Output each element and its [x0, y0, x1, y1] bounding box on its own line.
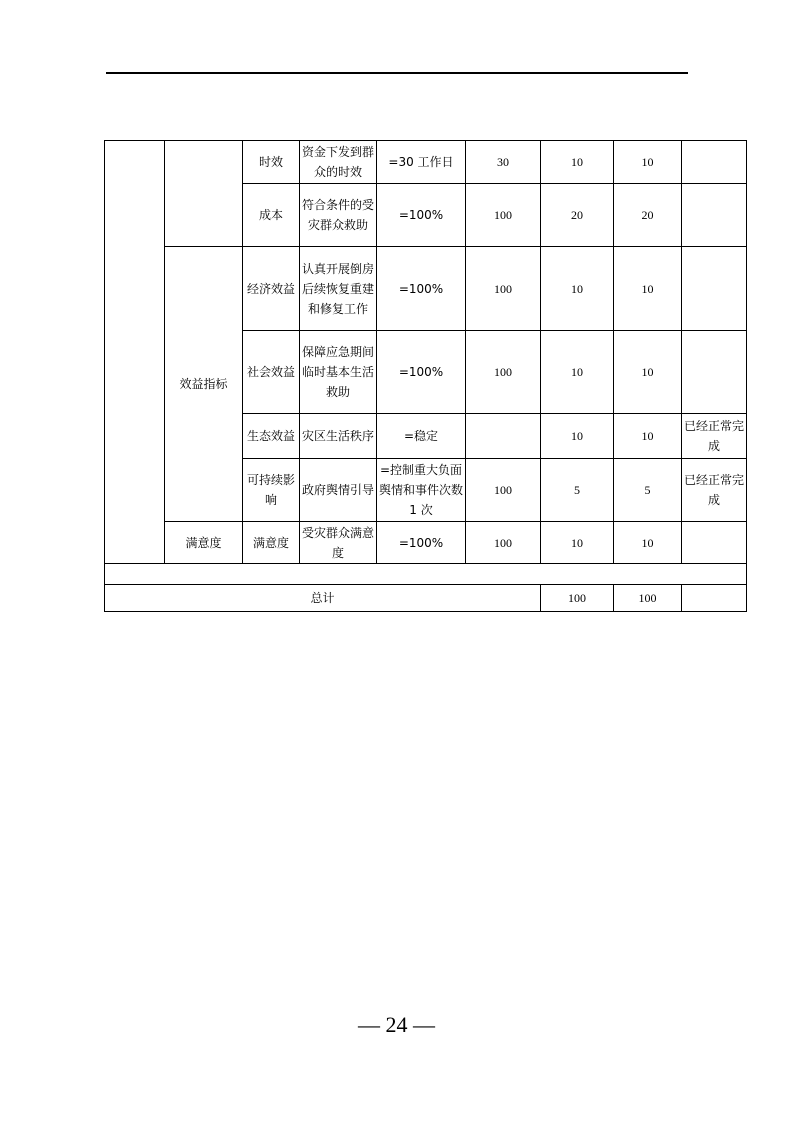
table-row — [105, 141, 747, 184]
score-cell: 10 — [614, 141, 682, 184]
blank-cell — [105, 564, 747, 585]
target-cell: =100% — [377, 247, 466, 331]
indicator-cell: 资金下发到群众的时效 — [300, 141, 377, 184]
total-note — [682, 585, 747, 612]
annual-target-cell: 30 — [466, 141, 541, 184]
target-cell: =100% — [377, 522, 466, 564]
level3-cell: 社会效益 — [243, 331, 300, 414]
annual-target-cell: 100 — [466, 522, 541, 564]
level3-cell: 时效 — [243, 141, 300, 184]
level2-cell — [165, 141, 243, 247]
level3-cell: 经济效益 — [243, 247, 300, 331]
target-cell: =控制重大负面舆情和事件次数 1 次 — [377, 459, 466, 522]
indicator-cell: 符合条件的受灾群众救助 — [300, 184, 377, 247]
annual-target-cell: 100 — [466, 459, 541, 522]
note-cell: 已经正常完成 — [682, 414, 747, 459]
total-weight: 100 — [541, 585, 614, 612]
note-cell — [682, 522, 747, 564]
score-cell: 10 — [614, 247, 682, 331]
note-cell — [682, 141, 747, 184]
score-cell: 10 — [614, 331, 682, 414]
target-cell: =100% — [377, 331, 466, 414]
score-cell: 20 — [614, 184, 682, 247]
weight-cell: 20 — [541, 184, 614, 247]
score-cell: 10 — [614, 414, 682, 459]
note-cell — [682, 247, 747, 331]
blank-row — [105, 564, 747, 585]
indicator-cell: 保障应急期间临时基本生活救助 — [300, 331, 377, 414]
level3-cell: 成本 — [243, 184, 300, 247]
level2-cell: 满意度 — [165, 522, 243, 564]
level3-cell: 满意度 — [243, 522, 300, 564]
total-score: 100 — [614, 585, 682, 612]
level1-cell — [105, 141, 165, 564]
indicator-cell: 认真开展倒房后续恢复重建和修复工作 — [300, 247, 377, 331]
weight-cell: 5 — [541, 459, 614, 522]
note-cell: 已经正常完成 — [682, 459, 747, 522]
score-cell: 10 — [614, 522, 682, 564]
indicator-cell: 政府舆情引导 — [300, 459, 377, 522]
weight-cell: 10 — [541, 331, 614, 414]
weight-cell: 10 — [541, 522, 614, 564]
level2-cell: 效益指标 — [165, 247, 243, 522]
target-cell: =30 工作日 — [377, 141, 466, 184]
page-number: — 24 — — [358, 1012, 435, 1037]
target-cell: =100% — [377, 184, 466, 247]
table-row — [105, 522, 747, 564]
header-rule — [106, 72, 688, 74]
note-cell — [682, 331, 747, 414]
table-row — [105, 247, 747, 331]
total-label: 总计 — [105, 585, 541, 612]
performance-table — [104, 140, 747, 612]
annual-target-cell: 100 — [466, 247, 541, 331]
annual-target-cell: 100 — [466, 331, 541, 414]
weight-cell: 10 — [541, 141, 614, 184]
note-cell — [682, 184, 747, 247]
total-row — [105, 585, 747, 612]
level3-cell: 生态效益 — [243, 414, 300, 459]
annual-target-cell: 100 — [466, 184, 541, 247]
annual-target-cell — [466, 414, 541, 459]
indicator-cell: 灾区生活秩序 — [300, 414, 377, 459]
weight-cell: 10 — [541, 414, 614, 459]
target-cell: =稳定 — [377, 414, 466, 459]
score-cell: 5 — [614, 459, 682, 522]
indicator-cell: 受灾群众满意度 — [300, 522, 377, 564]
weight-cell: 10 — [541, 247, 614, 331]
level3-cell: 可持续影响 — [243, 459, 300, 522]
